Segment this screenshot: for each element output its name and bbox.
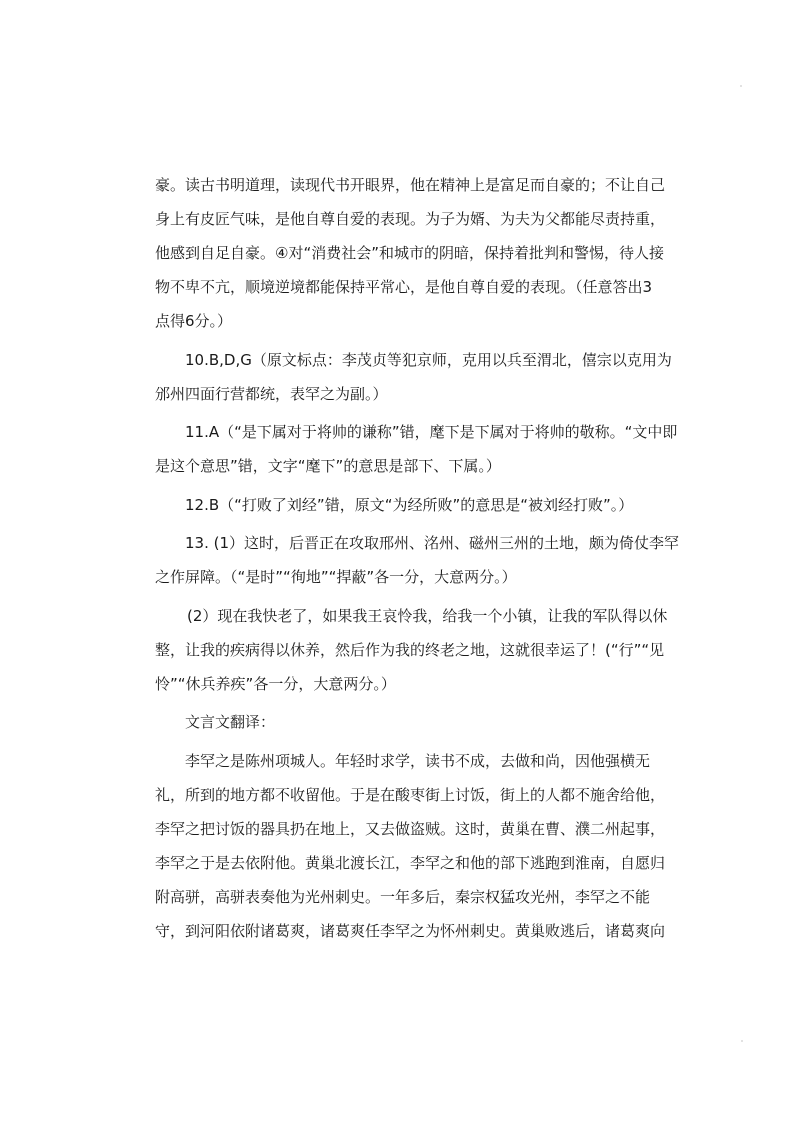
- translation-line: 礼，所到的地方都不收留他。于是在酸枣街上讨饭，街上的人都不施舍给他，: [155, 785, 666, 804]
- text-line: 物不卑不亢，顺境逆境都能保持平常心，是他自尊自爱的表现。（任意答出3: [155, 278, 653, 296]
- translation-line: 李罕之于是去依附他。黄巢北渡长江，李罕之和他的部下逃跑到淮南，自愿归: [155, 853, 666, 872]
- answer-12-line: 12.B（“打败了刘经”错，原文“为经所败”的意思是“被刘经打败”。）: [185, 495, 634, 514]
- text-line: 身上有皮匠气味，是他自尊自爱的表现。为子为婿、为夫为父都能尽责持重，: [155, 210, 666, 228]
- translation-line: 李罕之是陈州项城人。年轻时求学，读书不成，去做和尚，因他强横无: [185, 751, 651, 770]
- translation-line: 附高骈，高骈表奏他为光州刺史。一年多后，秦宗权猛攻光州，李罕之不能: [155, 887, 651, 906]
- answer-13-line: 13. (1）这时，后晋正在攻取邢州、洺州、磁州三州的土地，颇为倚仗李罕: [185, 534, 680, 552]
- text-line: 他感到自足自豪。④对“消费社会”和城市的阴暗，保持着批判和警惕，待人接: [155, 244, 664, 262]
- answer-10-line: 10.B,D,G（原文标点：李茂贞等犯京师，克用以兵至渭北，僖宗以克用为: [185, 350, 672, 369]
- scan-speck: [741, 1040, 743, 1042]
- text-line: 怜”“休兵养疾”各一分，大意两分。）: [155, 674, 396, 693]
- answer-11-line: 11.A（“是下属对于将帅的谦称”错，麾下是下属对于将帅的敬称。“文中即: [185, 423, 678, 441]
- translation-line: 李罕之把讨饭的器具扔在地上，又去做盗贼。这时，黄巢在曹、濮二州起事，: [155, 819, 666, 838]
- answer-text-block: [155, 168, 680, 948]
- scan-speck: [740, 85, 742, 87]
- text-line: 豪。读古书明道理，读现代书开眼界，他在精神上是富足而自豪的；不让自己: [155, 176, 666, 194]
- text-line: 邠州四面行营都统，表罕之为副。）: [155, 384, 388, 403]
- text-line: 点得6分。）: [155, 312, 233, 330]
- translation-heading: 文言文翻译：: [185, 713, 276, 731]
- answer-13-part2-line: (2）现在我快老了，如果我王哀怜我，给我一个小镇，让我的军队得以休: [187, 606, 668, 625]
- text-line: 之作屏障。（“是时”“徇地”“捍蔽”各一分，大意两分。）: [155, 568, 517, 586]
- text-line: 整，让我的疾病得以休养，然后作为我的终老之地，这就很幸运了！(“行”“见: [155, 640, 665, 659]
- text-line: 是这个意思”错，文字“麾下”的意思是部下、下属。）: [155, 457, 501, 475]
- translation-line: 守，到河阳依附诸葛爽，诸葛爽任李罕之为怀州刺史。黄巢败逃后，诸葛爽向: [155, 921, 666, 940]
